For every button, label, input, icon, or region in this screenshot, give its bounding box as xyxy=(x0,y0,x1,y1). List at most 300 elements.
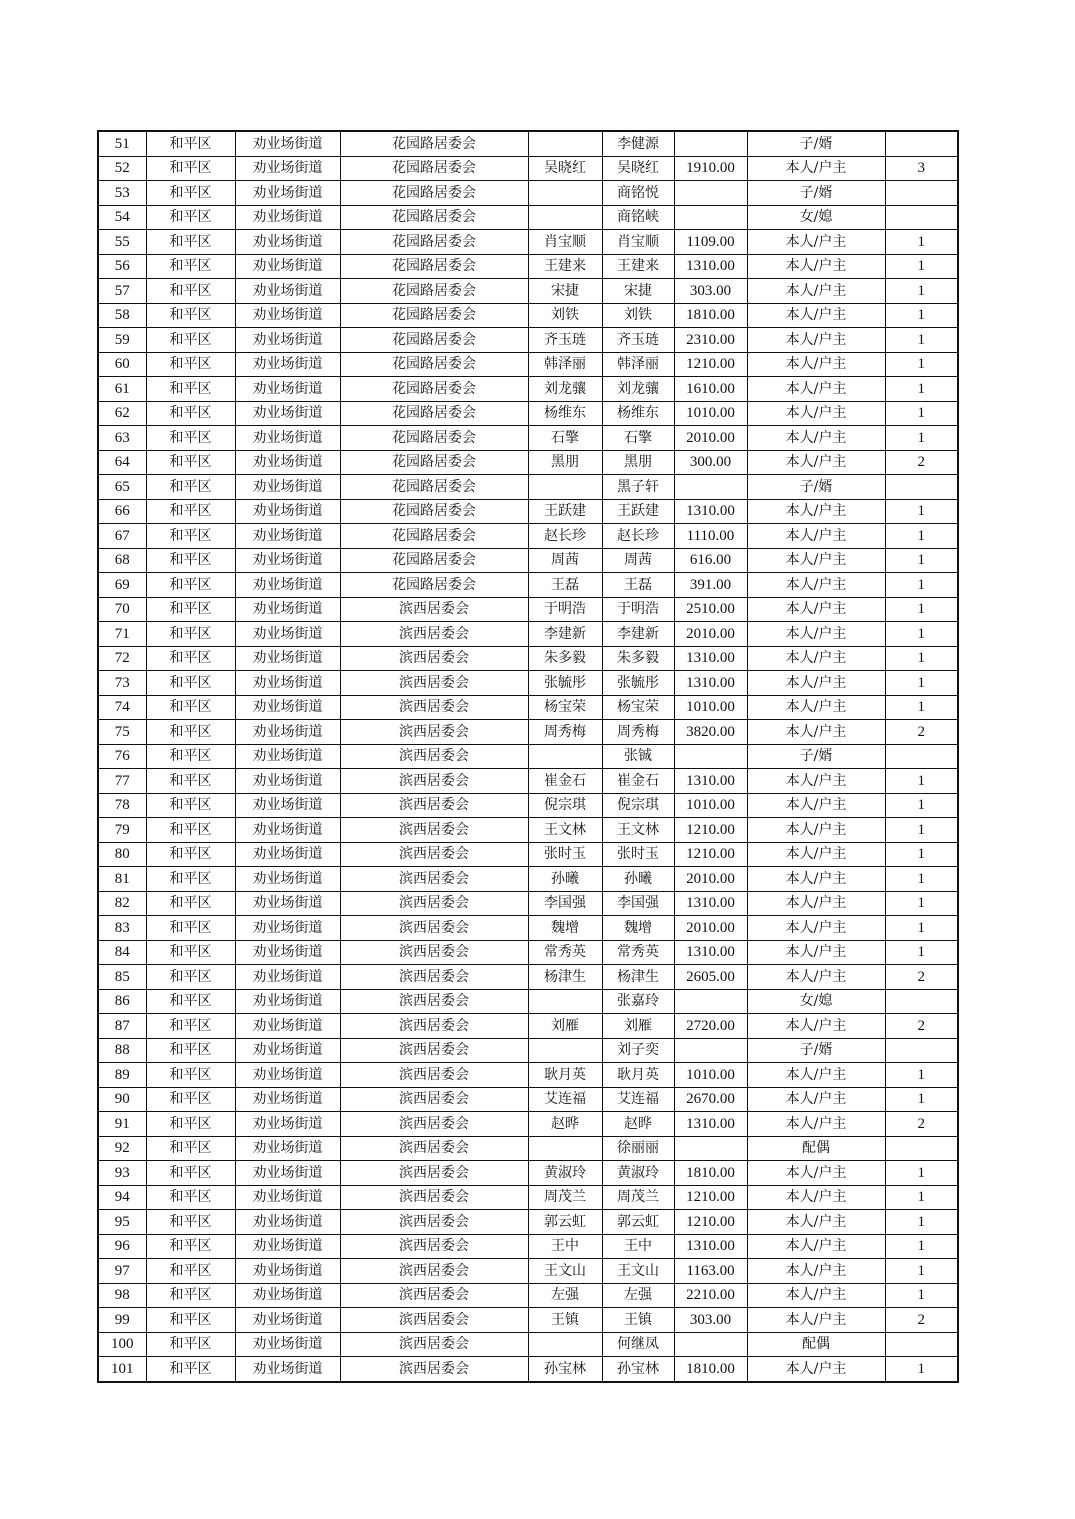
cell-district: 和平区 xyxy=(146,916,235,941)
cell-row-number: 58 xyxy=(98,303,146,328)
cell-row-number: 82 xyxy=(98,891,146,916)
table-row xyxy=(98,475,958,500)
cell-street: 劝业场街道 xyxy=(235,793,340,818)
cell-district: 和平区 xyxy=(146,131,235,156)
cell-row-number: 101 xyxy=(98,1357,146,1382)
cell-member-name: 郭云虹 xyxy=(602,1210,674,1235)
cell-committee: 花园路居委会 xyxy=(340,181,528,206)
cell-applicant: 艾连福 xyxy=(528,1087,602,1112)
cell-committee: 花园路居委会 xyxy=(340,450,528,475)
cell-member-name: 赵晔 xyxy=(602,1112,674,1137)
cell-member-name: 于明浩 xyxy=(602,597,674,622)
cell-amount: 1810.00 xyxy=(674,303,747,328)
cell-street: 劝业场街道 xyxy=(235,1283,340,1308)
cell-applicant: 张时玉 xyxy=(528,842,602,867)
cell-row-number: 98 xyxy=(98,1283,146,1308)
cell-street: 劝业场街道 xyxy=(235,524,340,549)
cell-district: 和平区 xyxy=(146,965,235,990)
cell-relation: 本人/户主 xyxy=(747,156,885,181)
cell-district: 和平区 xyxy=(146,401,235,426)
cell-street: 劝业场街道 xyxy=(235,1112,340,1137)
cell-committee: 花园路居委会 xyxy=(340,156,528,181)
cell-district: 和平区 xyxy=(146,891,235,916)
cell-relation: 本人/户主 xyxy=(747,1063,885,1088)
cell-row-number: 61 xyxy=(98,377,146,402)
cell-relation: 本人/户主 xyxy=(747,1161,885,1186)
cell-street: 劝业场街道 xyxy=(235,1087,340,1112)
cell-row-number: 76 xyxy=(98,744,146,769)
cell-applicant: 左强 xyxy=(528,1283,602,1308)
cell-member-name: 魏增 xyxy=(602,916,674,941)
cell-applicant: 赵晔 xyxy=(528,1112,602,1137)
cell-street: 劝业场街道 xyxy=(235,131,340,156)
cell-committee: 滨西居委会 xyxy=(340,940,528,965)
cell-member-name: 黄淑玲 xyxy=(602,1161,674,1186)
cell-relation: 本人/户主 xyxy=(747,1259,885,1284)
cell-row-number: 93 xyxy=(98,1161,146,1186)
cell-household-size: 1 xyxy=(885,1283,958,1308)
cell-relation: 本人/户主 xyxy=(747,377,885,402)
cell-row-number: 78 xyxy=(98,793,146,818)
cell-committee: 滨西居委会 xyxy=(340,1259,528,1284)
cell-applicant xyxy=(528,1136,602,1161)
cell-district: 和平区 xyxy=(146,1308,235,1333)
cell-street: 劝业场街道 xyxy=(235,695,340,720)
cell-street: 劝业场街道 xyxy=(235,671,340,696)
cell-household-size xyxy=(885,205,958,230)
cell-street: 劝业场街道 xyxy=(235,891,340,916)
cell-applicant: 黄淑玲 xyxy=(528,1161,602,1186)
cell-household-size: 1 xyxy=(885,695,958,720)
cell-row-number: 68 xyxy=(98,548,146,573)
cell-member-name: 张嘉玲 xyxy=(602,989,674,1014)
cell-amount: 1310.00 xyxy=(674,940,747,965)
cell-committee: 滨西居委会 xyxy=(340,1161,528,1186)
table-row xyxy=(98,1185,958,1210)
cell-district: 和平区 xyxy=(146,989,235,1014)
table-row xyxy=(98,131,958,156)
cell-relation: 本人/户主 xyxy=(747,1234,885,1259)
cell-applicant: 孙曦 xyxy=(528,867,602,892)
cell-district: 和平区 xyxy=(146,205,235,230)
cell-committee: 滨西居委会 xyxy=(340,1357,528,1382)
cell-applicant: 齐玉琏 xyxy=(528,328,602,353)
cell-amount: 616.00 xyxy=(674,548,747,573)
cell-amount: 1310.00 xyxy=(674,646,747,671)
cell-member-name: 石擎 xyxy=(602,426,674,451)
cell-household-size: 1 xyxy=(885,793,958,818)
cell-applicant: 宋捷 xyxy=(528,279,602,304)
cell-row-number: 52 xyxy=(98,156,146,181)
cell-amount: 2010.00 xyxy=(674,916,747,941)
cell-row-number: 88 xyxy=(98,1038,146,1063)
table-row xyxy=(98,989,958,1014)
cell-street: 劝业场街道 xyxy=(235,377,340,402)
cell-district: 和平区 xyxy=(146,1283,235,1308)
cell-district: 和平区 xyxy=(146,622,235,647)
cell-amount xyxy=(674,1332,747,1357)
cell-household-size: 1 xyxy=(885,548,958,573)
cell-street: 劝业场街道 xyxy=(235,1332,340,1357)
cell-applicant: 刘雁 xyxy=(528,1014,602,1039)
cell-amount: 391.00 xyxy=(674,573,747,598)
cell-household-size: 1 xyxy=(885,646,958,671)
cell-amount: 1310.00 xyxy=(674,671,747,696)
cell-street: 劝业场街道 xyxy=(235,646,340,671)
cell-household-size: 3 xyxy=(885,156,958,181)
table-row xyxy=(98,181,958,206)
cell-amount: 1210.00 xyxy=(674,842,747,867)
table-row xyxy=(98,916,958,941)
cell-household-size: 1 xyxy=(885,916,958,941)
cell-applicant: 杨宝荣 xyxy=(528,695,602,720)
table-row xyxy=(98,1283,958,1308)
cell-household-size: 2 xyxy=(885,1014,958,1039)
cell-district: 和平区 xyxy=(146,230,235,255)
cell-applicant xyxy=(528,989,602,1014)
cell-applicant: 赵长珍 xyxy=(528,524,602,549)
cell-member-name: 韩泽丽 xyxy=(602,352,674,377)
table-row xyxy=(98,230,958,255)
cell-amount: 1010.00 xyxy=(674,695,747,720)
cell-member-name: 张铖 xyxy=(602,744,674,769)
household-table xyxy=(97,130,959,1383)
cell-amount: 2510.00 xyxy=(674,597,747,622)
cell-row-number: 59 xyxy=(98,328,146,353)
cell-street: 劝业场街道 xyxy=(235,205,340,230)
cell-committee: 滨西居委会 xyxy=(340,1283,528,1308)
cell-district: 和平区 xyxy=(146,328,235,353)
cell-district: 和平区 xyxy=(146,1259,235,1284)
cell-district: 和平区 xyxy=(146,548,235,573)
cell-committee: 花园路居委会 xyxy=(340,548,528,573)
cell-household-size: 1 xyxy=(885,328,958,353)
cell-committee: 滨西居委会 xyxy=(340,1234,528,1259)
cell-household-size: 1 xyxy=(885,842,958,867)
cell-row-number: 96 xyxy=(98,1234,146,1259)
cell-amount: 2310.00 xyxy=(674,328,747,353)
cell-amount xyxy=(674,744,747,769)
cell-applicant: 王文林 xyxy=(528,818,602,843)
cell-household-size: 2 xyxy=(885,965,958,990)
cell-household-size: 2 xyxy=(885,720,958,745)
cell-household-size: 1 xyxy=(885,597,958,622)
cell-amount: 1010.00 xyxy=(674,401,747,426)
table-row xyxy=(98,695,958,720)
cell-district: 和平区 xyxy=(146,475,235,500)
cell-district: 和平区 xyxy=(146,1332,235,1357)
cell-household-size xyxy=(885,475,958,500)
cell-row-number: 97 xyxy=(98,1259,146,1284)
cell-household-size xyxy=(885,1332,958,1357)
cell-district: 和平区 xyxy=(146,720,235,745)
cell-row-number: 79 xyxy=(98,818,146,843)
cell-relation: 本人/户主 xyxy=(747,940,885,965)
cell-relation: 本人/户主 xyxy=(747,769,885,794)
cell-applicant xyxy=(528,1332,602,1357)
cell-household-size xyxy=(885,181,958,206)
cell-committee: 滨西居委会 xyxy=(340,1210,528,1235)
cell-applicant: 石擎 xyxy=(528,426,602,451)
table-row xyxy=(98,1161,958,1186)
cell-household-size: 1 xyxy=(885,622,958,647)
cell-district: 和平区 xyxy=(146,695,235,720)
cell-applicant xyxy=(528,744,602,769)
table-row xyxy=(98,524,958,549)
cell-applicant: 王跃建 xyxy=(528,499,602,524)
cell-member-name: 孙宝林 xyxy=(602,1357,674,1382)
cell-member-name: 王中 xyxy=(602,1234,674,1259)
cell-applicant xyxy=(528,131,602,156)
cell-household-size: 1 xyxy=(885,303,958,328)
table-row xyxy=(98,1357,958,1382)
cell-amount: 1010.00 xyxy=(674,1063,747,1088)
cell-relation: 子/婿 xyxy=(747,1038,885,1063)
cell-applicant: 倪宗琪 xyxy=(528,793,602,818)
cell-street: 劝业场街道 xyxy=(235,597,340,622)
cell-amount: 1610.00 xyxy=(674,377,747,402)
cell-committee: 花园路居委会 xyxy=(340,573,528,598)
cell-amount: 1210.00 xyxy=(674,818,747,843)
table-row xyxy=(98,891,958,916)
cell-member-name: 刘龙骧 xyxy=(602,377,674,402)
cell-member-name: 周茂兰 xyxy=(602,1185,674,1210)
cell-row-number: 100 xyxy=(98,1332,146,1357)
cell-district: 和平区 xyxy=(146,793,235,818)
cell-amount: 2010.00 xyxy=(674,622,747,647)
cell-member-name: 周茜 xyxy=(602,548,674,573)
cell-relation: 本人/户主 xyxy=(747,818,885,843)
table-row xyxy=(98,548,958,573)
cell-household-size: 1 xyxy=(885,1185,958,1210)
cell-street: 劝业场街道 xyxy=(235,573,340,598)
table-row xyxy=(98,1112,958,1137)
cell-household-size: 1 xyxy=(885,1063,958,1088)
cell-relation: 本人/户主 xyxy=(747,230,885,255)
cell-household-size xyxy=(885,1038,958,1063)
cell-relation: 本人/户主 xyxy=(747,254,885,279)
cell-row-number: 94 xyxy=(98,1185,146,1210)
cell-relation: 本人/户主 xyxy=(747,548,885,573)
cell-relation: 本人/户主 xyxy=(747,1185,885,1210)
cell-applicant: 耿月英 xyxy=(528,1063,602,1088)
cell-row-number: 80 xyxy=(98,842,146,867)
cell-applicant xyxy=(528,205,602,230)
table-row xyxy=(98,156,958,181)
cell-member-name: 王镇 xyxy=(602,1308,674,1333)
cell-committee: 滨西居委会 xyxy=(340,695,528,720)
cell-district: 和平区 xyxy=(146,940,235,965)
cell-relation: 配偶 xyxy=(747,1332,885,1357)
table-row xyxy=(98,720,958,745)
cell-amount: 1810.00 xyxy=(674,1161,747,1186)
cell-relation: 本人/户主 xyxy=(747,573,885,598)
cell-street: 劝业场街道 xyxy=(235,181,340,206)
cell-applicant: 王中 xyxy=(528,1234,602,1259)
cell-committee: 滨西居委会 xyxy=(340,818,528,843)
cell-row-number: 57 xyxy=(98,279,146,304)
cell-amount xyxy=(674,475,747,500)
cell-row-number: 71 xyxy=(98,622,146,647)
cell-relation: 本人/户主 xyxy=(747,1308,885,1333)
table-row xyxy=(98,965,958,990)
cell-household-size: 1 xyxy=(885,401,958,426)
cell-relation: 本人/户主 xyxy=(747,646,885,671)
cell-district: 和平区 xyxy=(146,524,235,549)
cell-household-size: 2 xyxy=(885,1112,958,1137)
cell-committee: 花园路居委会 xyxy=(340,524,528,549)
cell-relation: 本人/户主 xyxy=(747,450,885,475)
cell-member-name: 杨宝荣 xyxy=(602,695,674,720)
cell-member-name: 左强 xyxy=(602,1283,674,1308)
cell-relation: 子/婿 xyxy=(747,744,885,769)
cell-household-size: 1 xyxy=(885,426,958,451)
cell-member-name: 李建新 xyxy=(602,622,674,647)
cell-household-size: 1 xyxy=(885,1087,958,1112)
cell-committee: 花园路居委会 xyxy=(340,230,528,255)
cell-committee: 滨西居委会 xyxy=(340,891,528,916)
cell-committee: 花园路居委会 xyxy=(340,131,528,156)
cell-relation: 本人/户主 xyxy=(747,524,885,549)
cell-district: 和平区 xyxy=(146,1063,235,1088)
cell-household-size: 1 xyxy=(885,1234,958,1259)
cell-district: 和平区 xyxy=(146,646,235,671)
cell-household-size: 1 xyxy=(885,671,958,696)
cell-street: 劝业场街道 xyxy=(235,940,340,965)
cell-applicant: 崔金石 xyxy=(528,769,602,794)
table-row xyxy=(98,279,958,304)
cell-row-number: 81 xyxy=(98,867,146,892)
cell-district: 和平区 xyxy=(146,254,235,279)
cell-amount xyxy=(674,1136,747,1161)
cell-committee: 花园路居委会 xyxy=(340,279,528,304)
cell-district: 和平区 xyxy=(146,818,235,843)
cell-applicant: 杨津生 xyxy=(528,965,602,990)
cell-relation: 本人/户主 xyxy=(747,499,885,524)
cell-district: 和平区 xyxy=(146,1357,235,1382)
cell-street: 劝业场街道 xyxy=(235,744,340,769)
cell-household-size xyxy=(885,131,958,156)
cell-relation: 本人/户主 xyxy=(747,1357,885,1382)
cell-member-name: 张时玉 xyxy=(602,842,674,867)
cell-household-size: 1 xyxy=(885,891,958,916)
table-row xyxy=(98,205,958,230)
cell-district: 和平区 xyxy=(146,1185,235,1210)
cell-committee: 滨西居委会 xyxy=(340,1014,528,1039)
cell-relation: 本人/户主 xyxy=(747,1014,885,1039)
cell-amount: 1910.00 xyxy=(674,156,747,181)
cell-committee: 滨西居委会 xyxy=(340,646,528,671)
cell-district: 和平区 xyxy=(146,1210,235,1235)
cell-amount: 2010.00 xyxy=(674,867,747,892)
cell-member-name: 王文山 xyxy=(602,1259,674,1284)
cell-amount: 1210.00 xyxy=(674,352,747,377)
cell-row-number: 87 xyxy=(98,1014,146,1039)
table-row xyxy=(98,769,958,794)
cell-district: 和平区 xyxy=(146,181,235,206)
cell-relation: 本人/户主 xyxy=(747,867,885,892)
cell-row-number: 92 xyxy=(98,1136,146,1161)
cell-row-number: 77 xyxy=(98,769,146,794)
table-row xyxy=(98,328,958,353)
cell-applicant: 王建来 xyxy=(528,254,602,279)
cell-member-name: 赵长珍 xyxy=(602,524,674,549)
cell-applicant: 王镇 xyxy=(528,1308,602,1333)
cell-row-number: 64 xyxy=(98,450,146,475)
cell-street: 劝业场街道 xyxy=(235,916,340,941)
cell-applicant: 张毓彤 xyxy=(528,671,602,696)
cell-amount: 1210.00 xyxy=(674,1185,747,1210)
cell-district: 和平区 xyxy=(146,426,235,451)
cell-amount: 1010.00 xyxy=(674,793,747,818)
cell-member-name: 王建来 xyxy=(602,254,674,279)
cell-street: 劝业场街道 xyxy=(235,965,340,990)
cell-applicant: 周茂兰 xyxy=(528,1185,602,1210)
cell-district: 和平区 xyxy=(146,1087,235,1112)
cell-street: 劝业场街道 xyxy=(235,1185,340,1210)
cell-district: 和平区 xyxy=(146,573,235,598)
cell-street: 劝业场街道 xyxy=(235,303,340,328)
cell-member-name: 王文林 xyxy=(602,818,674,843)
cell-member-name: 张毓彤 xyxy=(602,671,674,696)
cell-district: 和平区 xyxy=(146,303,235,328)
cell-district: 和平区 xyxy=(146,671,235,696)
cell-relation: 子/婿 xyxy=(747,181,885,206)
cell-household-size xyxy=(885,1136,958,1161)
cell-row-number: 54 xyxy=(98,205,146,230)
cell-district: 和平区 xyxy=(146,279,235,304)
cell-street: 劝业场街道 xyxy=(235,230,340,255)
cell-committee: 花园路居委会 xyxy=(340,328,528,353)
cell-relation: 本人/户主 xyxy=(747,1112,885,1137)
table-row xyxy=(98,793,958,818)
cell-relation: 子/婿 xyxy=(747,475,885,500)
cell-committee: 花园路居委会 xyxy=(340,499,528,524)
cell-district: 和平区 xyxy=(146,1161,235,1186)
cell-household-size: 1 xyxy=(885,818,958,843)
cell-row-number: 60 xyxy=(98,352,146,377)
cell-street: 劝业场街道 xyxy=(235,1161,340,1186)
cell-street: 劝业场街道 xyxy=(235,475,340,500)
cell-member-name: 李健源 xyxy=(602,131,674,156)
cell-household-size: 1 xyxy=(885,573,958,598)
cell-street: 劝业场街道 xyxy=(235,867,340,892)
cell-relation: 本人/户主 xyxy=(747,695,885,720)
cell-row-number: 99 xyxy=(98,1308,146,1333)
cell-row-number: 74 xyxy=(98,695,146,720)
cell-committee: 滨西居委会 xyxy=(340,1308,528,1333)
table-row xyxy=(98,1210,958,1235)
cell-household-size: 1 xyxy=(885,524,958,549)
cell-street: 劝业场街道 xyxy=(235,769,340,794)
cell-amount: 1310.00 xyxy=(674,769,747,794)
table-row xyxy=(98,1308,958,1333)
cell-row-number: 62 xyxy=(98,401,146,426)
cell-member-name: 商铭悦 xyxy=(602,181,674,206)
cell-district: 和平区 xyxy=(146,867,235,892)
cell-row-number: 86 xyxy=(98,989,146,1014)
cell-member-name: 朱多毅 xyxy=(602,646,674,671)
cell-committee: 花园路居委会 xyxy=(340,352,528,377)
cell-street: 劝业场街道 xyxy=(235,279,340,304)
cell-street: 劝业场街道 xyxy=(235,401,340,426)
cell-amount: 300.00 xyxy=(674,450,747,475)
cell-amount: 2010.00 xyxy=(674,426,747,451)
cell-row-number: 85 xyxy=(98,965,146,990)
table-row xyxy=(98,744,958,769)
cell-household-size: 1 xyxy=(885,1210,958,1235)
cell-member-name: 崔金石 xyxy=(602,769,674,794)
